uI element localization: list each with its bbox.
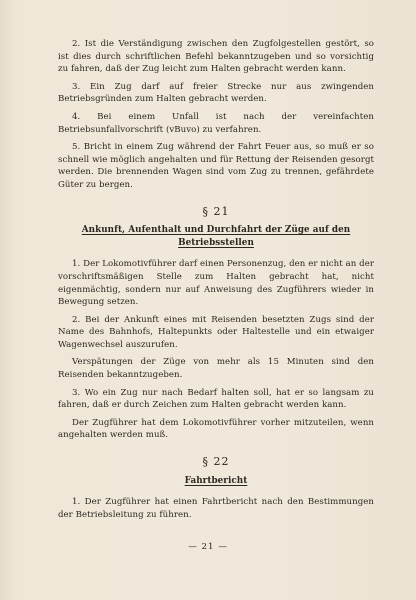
paragraph: 3. Wo ein Zug nur nach Bedarf halten soll, hat er so langsam zu fahren, daß er durch Zeichen zum Halten gebracht werden kann.	[58, 387, 374, 411]
paragraph: 4. Bei einem Unfall ist nach der vereinfachten Betriebsunfallvorschrift (vBuvo) zu verfahren.	[58, 111, 374, 135]
page-content	[58, 38, 374, 526]
section-title-line: Ankunft, Aufenthalt und Durchfahrt der Züge auf den	[81, 225, 351, 236]
section-title-line: Betriebsstellen	[178, 237, 254, 248]
paragraph: 5. Bricht in einem Zug während der Fahrt Feuer aus, so muß er so schnell wie möglich angehalten und für Rettung der Reisenden gesorgt werden. Die brennenden Wagen sind vom Zug zu trennen, gefährdete Güter zu bergen.	[58, 142, 374, 190]
paragraph: 1. Der Lokomotivführer darf einen Personenzug, den er nicht an der vorschriftsmäßigen Stelle zum Halten gebracht hat, nicht eigenmächtig, sondern nur auf Anweisung des Zugführers wieder in Bewegung setzen.	[58, 259, 374, 308]
paragraph: Verspätungen der Züge von mehr als 15 Minuten sind den Reisenden bekanntzugeben.	[58, 357, 374, 381]
paragraph: 2. Ist die Verständigung zwischen den Zugfolgestellen gestört, so ist dies durch schriftlichen Befehl bekanntzugeben und so vorsichtig zu fahren, daß der Zug leicht zum Halten gebracht werden kann.	[58, 39, 374, 75]
section-title-22	[58, 475, 374, 488]
paragraph: 1. Der Zugführer hat einen Fahrtbericht nach den Bestimmungen der Betriebsleitung zu führen.	[58, 497, 374, 520]
page-number: — 21 —	[188, 542, 228, 552]
paragraph: 3. Ein Zug darf auf freier Strecke nur aus zwingenden Betriebsgründen zum Halten gebracht werden.	[58, 81, 374, 105]
section-number-21: § 21	[202, 204, 230, 218]
section-title-line: Fahrtbericht	[184, 475, 248, 486]
paragraph: Der Zugführer hat dem Lokomotivführer vorher mitzuteilen, wenn angehalten werden muß.	[58, 417, 374, 441]
paragraph: 2. Bei der Ankunft eines mit Reisenden besetzten Zugs sind der Name des Bahnhofs, Haltepunkts oder Haltestelle und ein etwaiger Wagenwechsel auszurufen.	[58, 314, 374, 350]
section-title-21	[58, 224, 374, 249]
section-number-22: § 22	[202, 455, 230, 469]
